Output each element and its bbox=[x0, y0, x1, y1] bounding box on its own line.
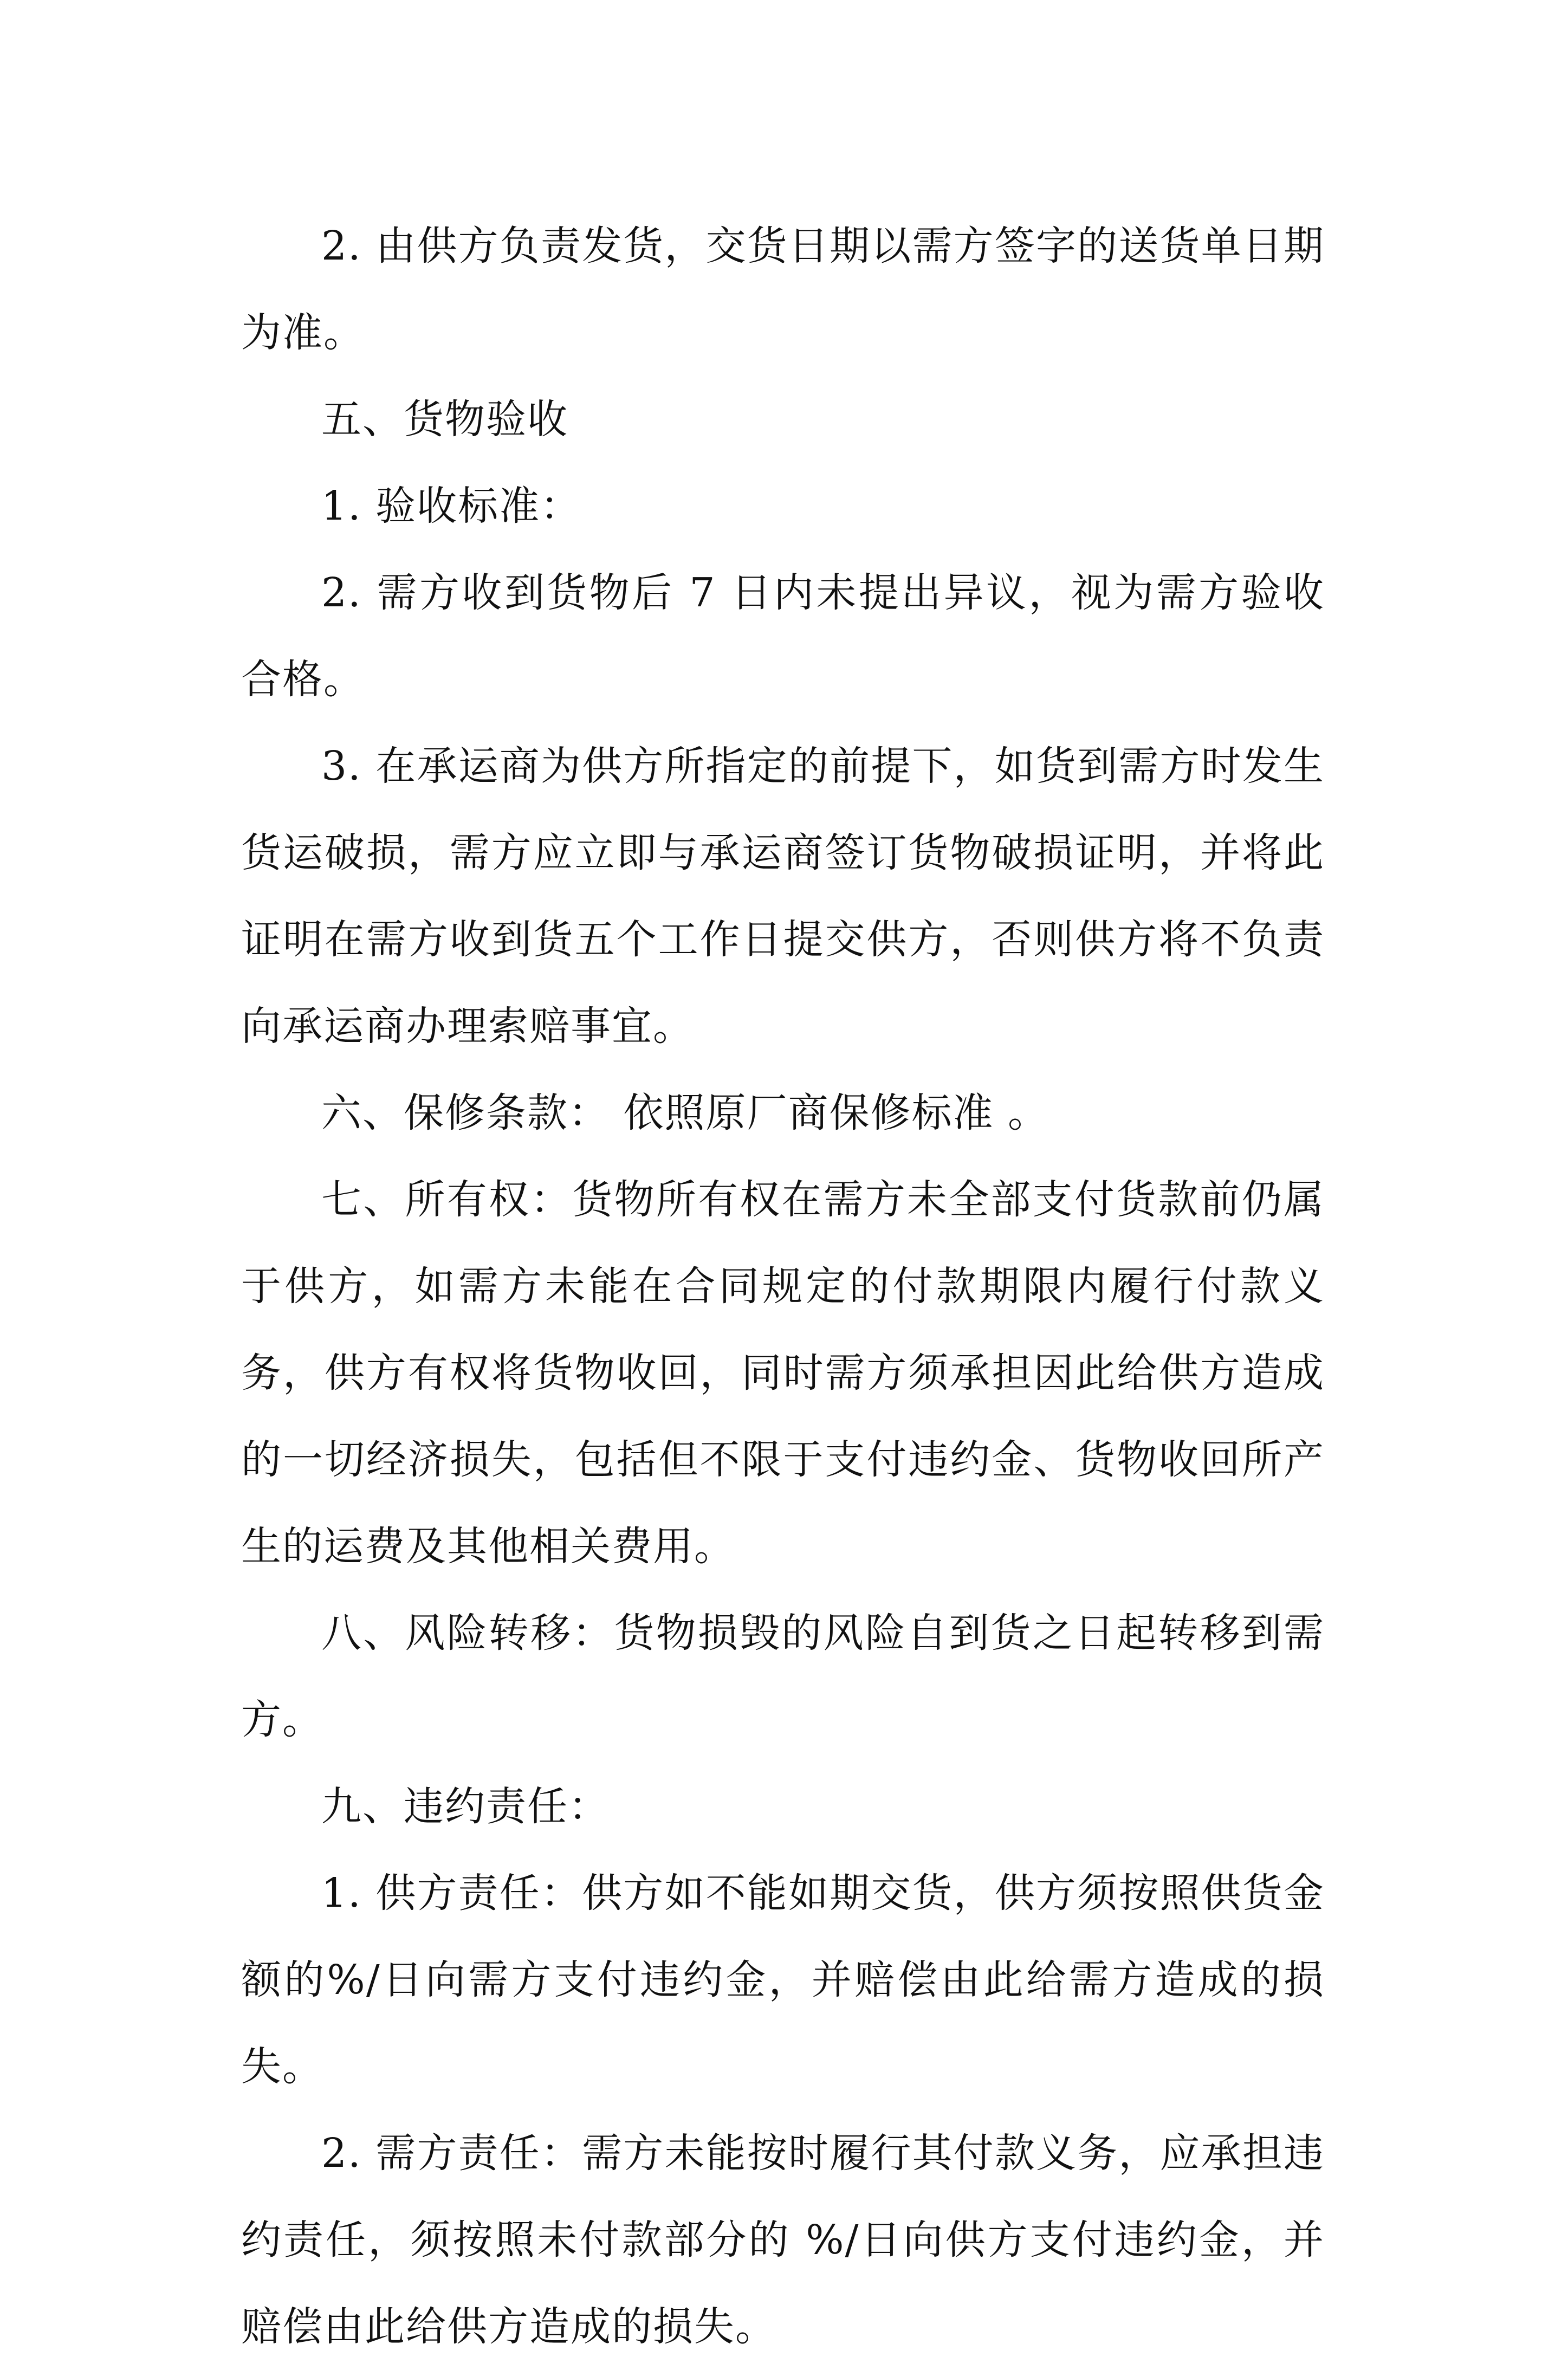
paragraph-buyer-liability: 2. 需方责任：需方未能按时履行其付款义务，应承担违约责任，须按照未付款部分的 %/日向供方支付违约金，并赔偿由此给供方造成的损失。 bbox=[241, 2130, 1325, 2350]
section-ownership: 七、所有权：货物所有权在需方未全部支付货款前仍属于供方，如需方未能在合同规定的付款期限内履行付款义务，供方有权将货物收回，同时需方须承担因此给供方造成的一切经济损失，包括但不限于支付违约金、货物收回所产生的运费及其他相关费用。 bbox=[241, 1176, 1325, 1570]
paragraph-transport-damage: 3. 在承运商为供方所指定的前提下，如货到需方时发生货运破损，需方应立即与承运商签订货物破损证明，并将此证明在需方收到货五个工作日提交供方，否则供方将不负责向承运商办理索赔事宜。 bbox=[241, 743, 1325, 1050]
paragraph-inspection-deadline: 2. 需方收到货物后 7 日内未提出异议，视为需方验收合格。 bbox=[241, 569, 1325, 703]
section-heading-liability: 九、违约责任： bbox=[321, 1783, 610, 1830]
paragraph-supplier-liability: 1. 供方责任：供方如不能如期交货，供方须按照供货金额的%/日向需方支付违约金，并赔偿由此给需方造成的损失。 bbox=[241, 1870, 1325, 2090]
section-heading-warranty: 六、保修条款： 依照原厂商保修标准 。 bbox=[321, 1090, 1049, 1136]
section-risk-transfer: 八、风险转移：货物损毁的风险自到货之日起转移到需方。 bbox=[241, 1610, 1325, 1743]
contract-body bbox=[241, 203, 1325, 2370]
paragraph-delivery-responsibility: 2. 由供方负责发货，交货日期以需方签字的送货单日期为准。 bbox=[241, 223, 1325, 356]
paragraph-inspection-standard: 1. 验收标准： bbox=[321, 483, 582, 529]
section-heading-inspection: 五、货物验收 bbox=[321, 396, 568, 443]
